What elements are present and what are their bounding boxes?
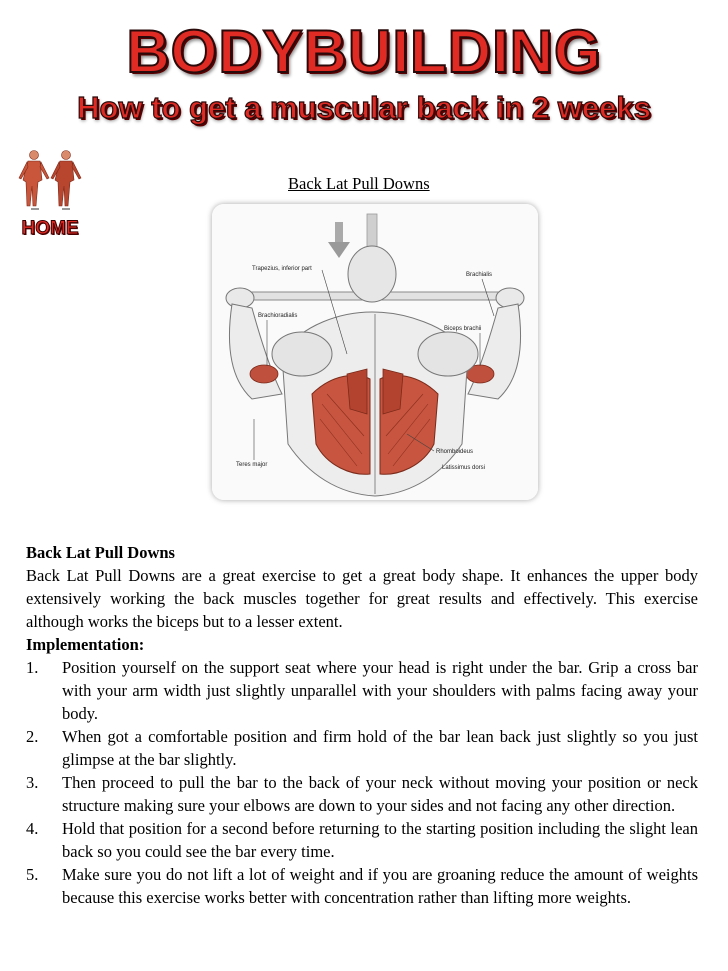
- label-brachioradialis: Brachioradialis: [258, 313, 298, 319]
- list-item: [26, 771, 698, 817]
- label-teres: Teres major: [236, 462, 268, 468]
- page-subtitle: How to get a muscular back in 2 weeks: [77, 90, 651, 125]
- step-number: 5.: [26, 865, 39, 884]
- list-item: [26, 725, 698, 771]
- list-item: [26, 817, 698, 863]
- steps-list: [26, 656, 698, 909]
- article-heading: Back Lat Pull Downs: [26, 543, 175, 562]
- label-trapezius: Trapezius, inferior part: [252, 266, 312, 272]
- implementation-heading: Implementation:: [26, 635, 145, 654]
- step-text: When got a comfortable position and firm hold of the bar lean back just slightly so you just glimpse at the bar slightly.: [62, 727, 698, 769]
- step-text: Then proceed to pull the bar to the back of your neck without moving your position or neck structure making sure your elbows are down to your sides and not facing any other direction.: [62, 773, 698, 815]
- article-body: [26, 541, 698, 909]
- step-number: 3.: [26, 773, 39, 792]
- page-title: BODYBUILDING: [126, 18, 602, 85]
- label-rhomboideus: Rhomboideus: [436, 449, 474, 455]
- step-text: Position yourself on the support seat where your head is right under the bar. Grip a cross bar with your arm width just slightly unparallel with your shoulders with palms facing away your body.: [62, 658, 698, 723]
- figure-caption: Back Lat Pull Downs: [288, 174, 430, 193]
- home-label[interactable]: HOME: [21, 218, 79, 239]
- step-number: 2.: [26, 727, 39, 746]
- label-latissimus: Latissimus dorsi: [442, 465, 486, 471]
- home-link[interactable]: [14, 146, 86, 242]
- step-number: 4.: [26, 819, 39, 838]
- step-text: Make sure you do not lift a lot of weight and if you are groaning reduce the amount of weights because this exercise works better with concentration rather than lifting more weights.: [62, 865, 698, 907]
- anatomy-thumbnail-icon: [14, 146, 86, 218]
- label-brachialis: Brachialis: [466, 272, 493, 278]
- article-intro: Back Lat Pull Downs are a great exercise to get a great body shape. It enhances the upper body extensively working the back muscles together for great results and effectively. This exercise although works the biceps but to a lesser extent.: [26, 566, 698, 631]
- back-muscles-illustration: [212, 204, 538, 500]
- step-text: Hold that position for a second before returning to the starting position including the slight lean back so you could see the bar every time.: [62, 819, 698, 861]
- step-number: 1.: [26, 658, 39, 677]
- label-biceps: Biceps brachii: [444, 326, 482, 332]
- list-item: [26, 656, 698, 725]
- list-item: [26, 863, 698, 909]
